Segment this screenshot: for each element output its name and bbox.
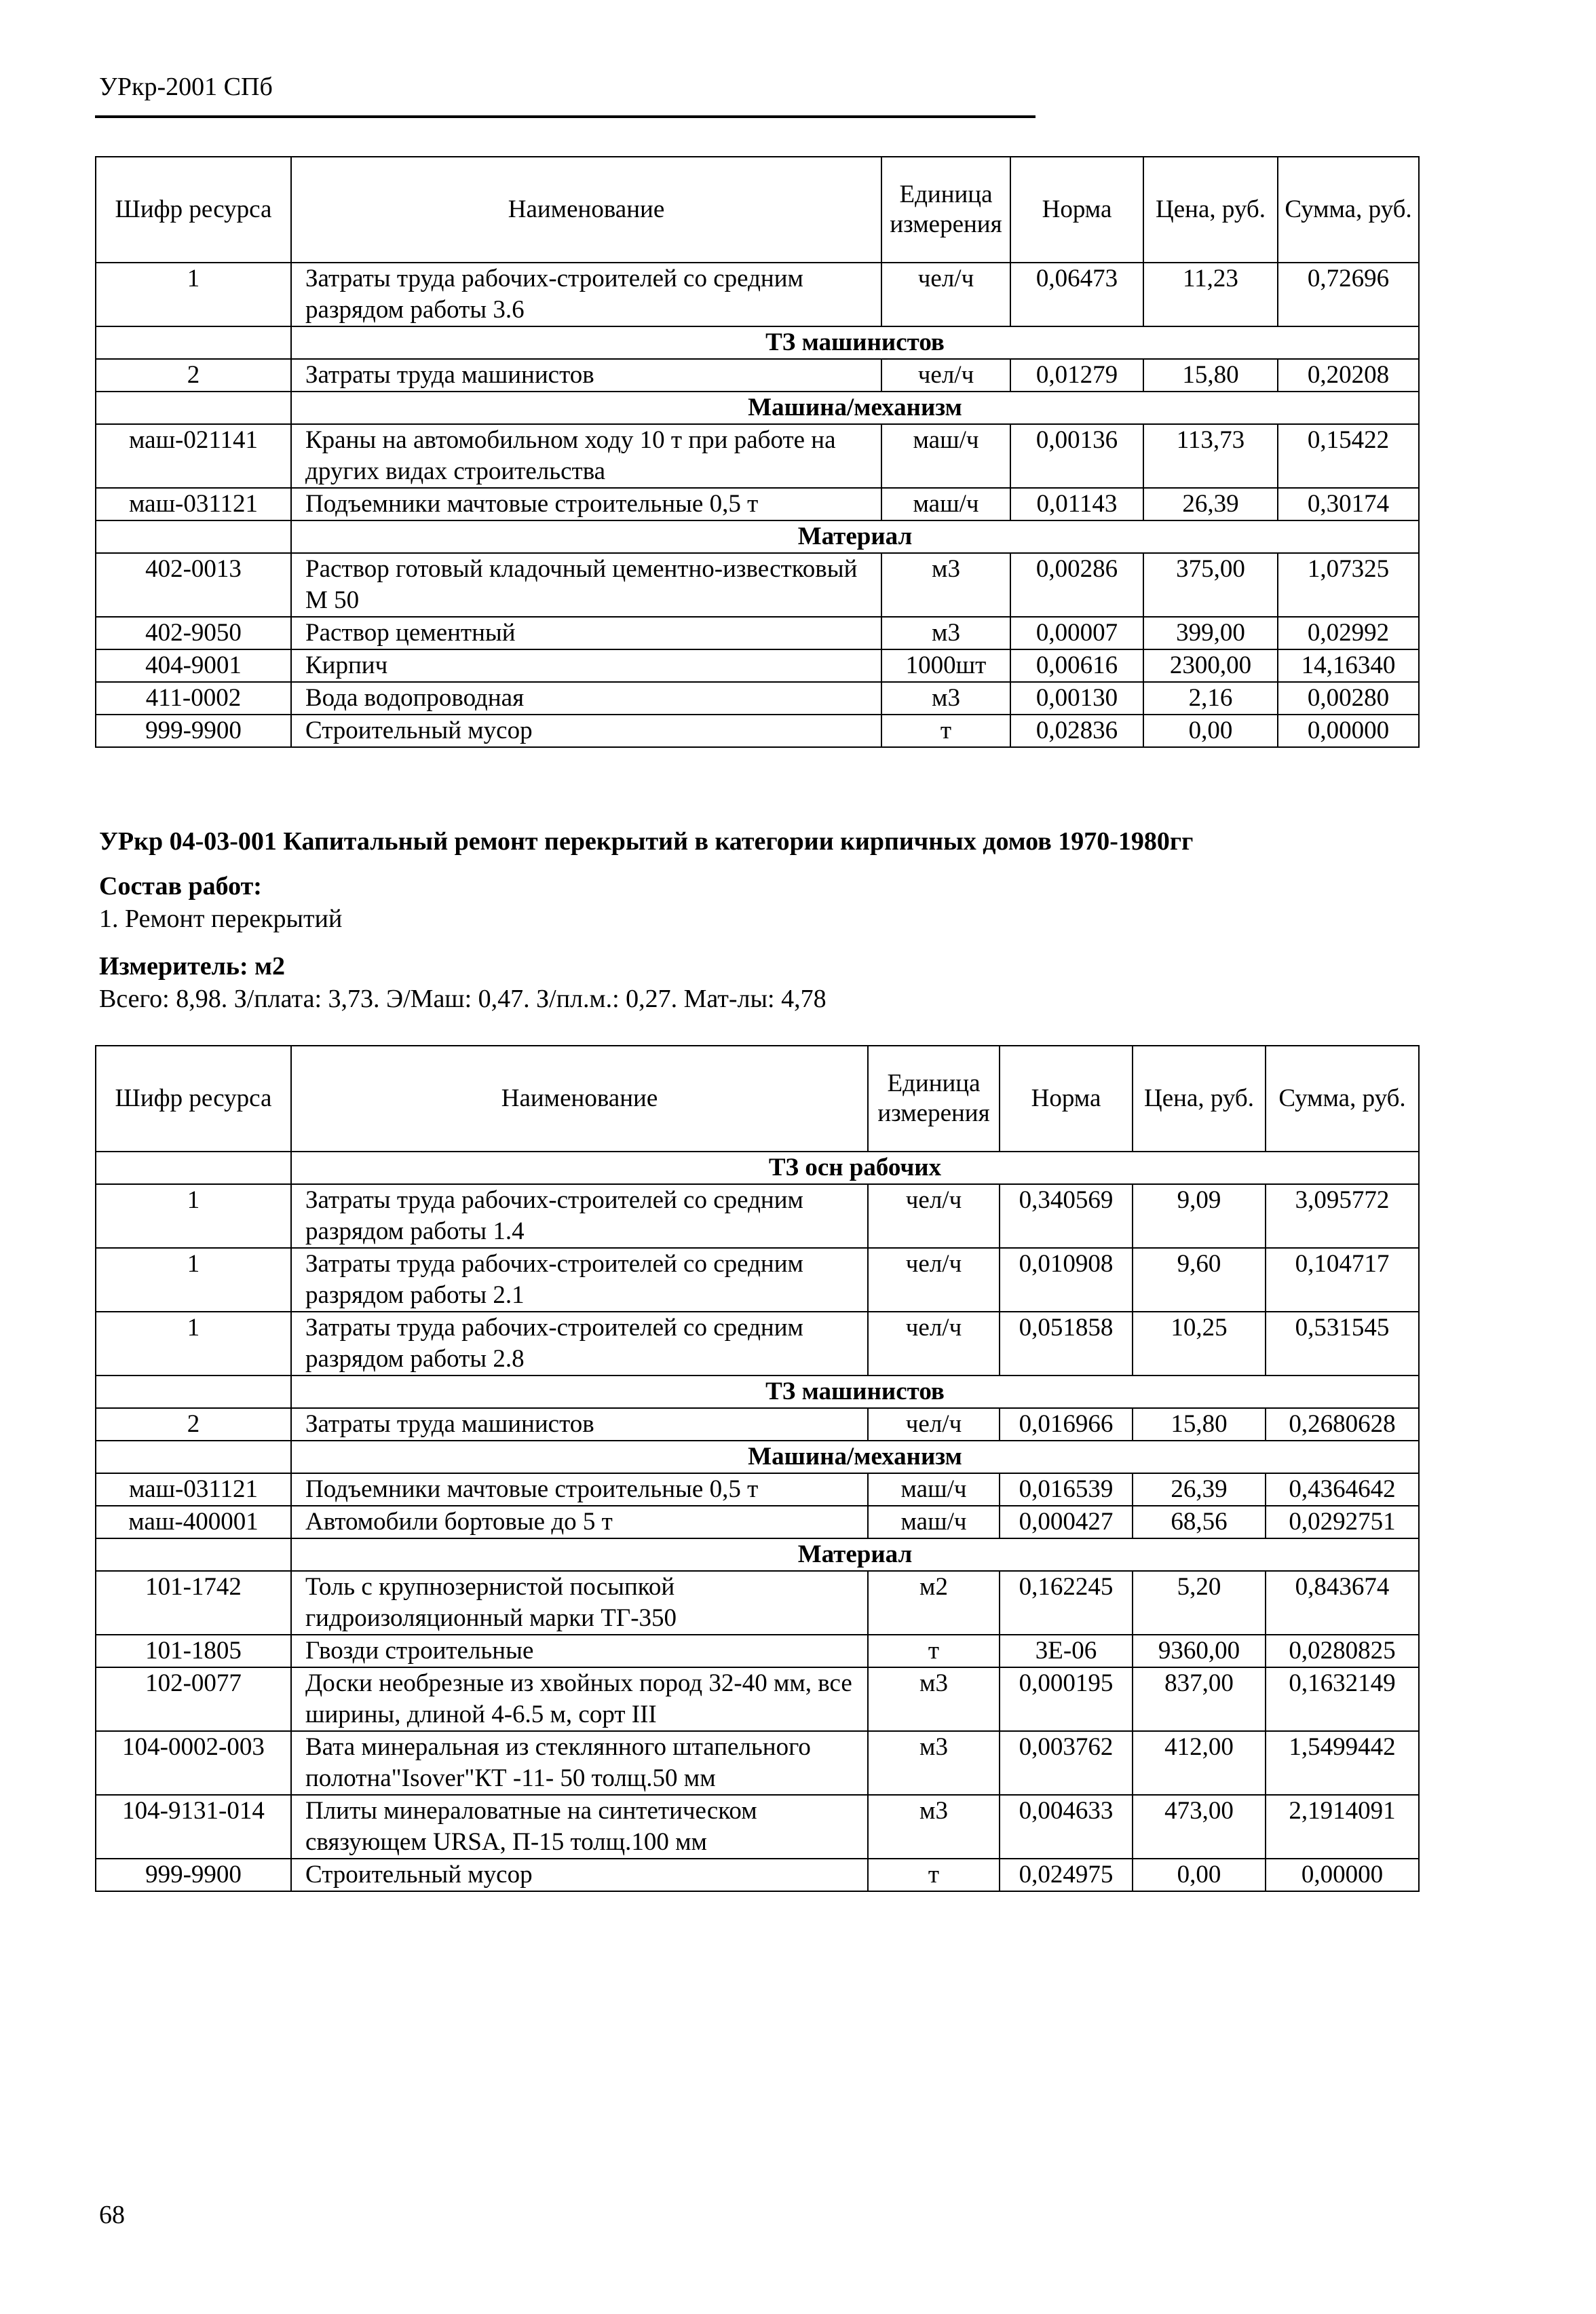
section-row [96,1376,1419,1408]
resource-sum: 14,16340 [1278,649,1419,682]
resource-code: 2 [96,359,291,392]
resource-sum: 0,02992 [1278,617,1419,649]
resource-norm: 0,02836 [1010,715,1143,747]
section-name: ТЗ машинистов [291,326,1419,359]
resource-price: 26,39 [1143,488,1278,520]
col-header-price: Цена, руб. [1133,1046,1266,1152]
table-row [96,1408,1419,1441]
resource-unit: маш/ч [881,424,1010,488]
section-row [96,520,1419,553]
resource-norm: 0,00616 [1010,649,1143,682]
table-row [96,553,1419,617]
resource-sum: 0,20208 [1278,359,1419,392]
resource-unit: м3 [868,1731,1000,1795]
resource-code: маш-031121 [96,488,291,520]
resource-name: Толь с крупнозернистой посыпкой гидроизоляционный марки ТГ-350 [291,1571,868,1635]
resource-unit: маш/ч [868,1506,1000,1538]
col-header-name: Наименование [291,157,881,263]
resource-name: Подъемники мачтовые строительные 0,5 т [291,1473,868,1506]
section-row [96,1441,1419,1473]
resource-norm: 0,00286 [1010,553,1143,617]
table-row [96,649,1419,682]
resource-code: 2 [96,1408,291,1441]
resource-code: 1 [96,263,291,326]
resource-norm: 0,004633 [1000,1795,1133,1859]
resource-name: Строительный мусор [291,1859,868,1891]
resource-sum: 0,00000 [1278,715,1419,747]
resource-unit: маш/ч [868,1473,1000,1506]
col-header-norm: Норма [1000,1046,1133,1152]
resource-price: 0,00 [1133,1859,1266,1891]
section-name: ТЗ осн рабочих [291,1152,1419,1184]
resource-norm: 0,051858 [1000,1312,1133,1376]
resource-code: 1 [96,1312,291,1376]
resource-norm: 0,00136 [1010,424,1143,488]
resource-price: 15,80 [1143,359,1278,392]
resource-code: 1 [96,1248,291,1312]
resource-unit: чел/ч [868,1408,1000,1441]
resource-unit: чел/ч [868,1312,1000,1376]
resource-name: Плиты минераловатные на синтетическом связующем URSA, П-15 толщ.100 мм [291,1795,868,1859]
resource-norm: 0,010908 [1000,1248,1133,1312]
resource-price: 68,56 [1133,1506,1266,1538]
resource-sum: 0,15422 [1278,424,1419,488]
page-number: 68 [99,2201,125,2229]
resource-sum: 0,0292751 [1266,1506,1419,1538]
page-header: УРкр-2001 СПб [99,73,273,101]
header-rule [95,115,1036,118]
resource-sum: 0,531545 [1266,1312,1419,1376]
section-name: Машина/механизм [291,392,1419,424]
resource-norm: 0,340569 [1000,1184,1133,1248]
col-header-unit: Единица измерения [868,1046,1000,1152]
resource-name: Строительный мусор [291,715,881,747]
resource-sum: 0,00000 [1266,1859,1419,1891]
table-row [96,1667,1419,1731]
col-header-sum: Сумма, руб. [1266,1046,1419,1152]
resource-unit: м3 [881,553,1010,617]
resource-name: Краны на автомобильном ходу 10 т при работе на других видах строительства [291,424,881,488]
resource-unit: чел/ч [881,263,1010,326]
resource-name: Вода водопроводная [291,682,881,715]
resource-name: Раствор готовый кладочный цементно-известковый М 50 [291,553,881,617]
resource-unit: м2 [868,1571,1000,1635]
resource-norm: 0,06473 [1010,263,1143,326]
resource-code: 402-0013 [96,553,291,617]
work-item: 1. Ремонт перекрытий [99,905,343,933]
resource-sum: 0,843674 [1266,1571,1419,1635]
resource-price: 9,09 [1133,1184,1266,1248]
resource-sum: 0,72696 [1278,263,1419,326]
resource-name: Подъемники мачтовые строительные 0,5 т [291,488,881,520]
resource-price: 10,25 [1133,1312,1266,1376]
resource-code: маш-021141 [96,424,291,488]
table-row [96,1184,1419,1248]
section-code-cell [96,392,291,424]
resource-name: Затраты труда рабочих-строителей со средним разрядом работы 3.6 [291,263,881,326]
resource-code: маш-031121 [96,1473,291,1506]
resource-sum: 2,1914091 [1266,1795,1419,1859]
resource-norm: 0,01143 [1010,488,1143,520]
resource-sum: 0,1632149 [1266,1667,1419,1731]
col-header-sum: Сумма, руб. [1278,157,1419,263]
section-code-cell [96,1376,291,1408]
col-header-name: Наименование [291,1046,868,1152]
col-header-code: Шифр ресурса [96,157,291,263]
resource-table-2 [95,1045,1420,1892]
resource-name: Гвозди строительные [291,1635,868,1667]
col-header-unit: Единица измерения [881,157,1010,263]
resource-code: 402-9050 [96,617,291,649]
resource-price: 11,23 [1143,263,1278,326]
resource-unit: т [868,1635,1000,1667]
resource-sum: 0,00280 [1278,682,1419,715]
resource-table-1 [95,156,1420,748]
section-name: Материал [291,520,1419,553]
resource-name: Доски необрезные из хвойных пород 32-40 мм, все ширины, длиной 4-6.5 м, сорт III [291,1667,868,1731]
resource-price: 2,16 [1143,682,1278,715]
table-row [96,359,1419,392]
table-row [96,488,1419,520]
resource-price: 2300,00 [1143,649,1278,682]
col-header-code: Шифр ресурса [96,1046,291,1152]
resource-unit: чел/ч [881,359,1010,392]
resource-code: 104-0002-003 [96,1731,291,1795]
resource-price: 9360,00 [1133,1635,1266,1667]
resource-name: Автомобили бортовые до 5 т [291,1506,868,1538]
table-row [96,424,1419,488]
resource-code: 101-1742 [96,1571,291,1635]
section-code-cell [96,326,291,359]
resource-unit: т [881,715,1010,747]
resource-name: Затраты труда рабочих-строителей со средним разрядом работы 2.8 [291,1312,868,1376]
section-row [96,326,1419,359]
resource-code: маш-400001 [96,1506,291,1538]
resource-price: 15,80 [1133,1408,1266,1441]
resource-price: 375,00 [1143,553,1278,617]
section-name: ТЗ машинистов [291,1376,1419,1408]
resource-price: 399,00 [1143,617,1278,649]
section-row [96,1152,1419,1184]
resource-name: Затраты труда машинистов [291,359,881,392]
resource-code: 1 [96,1184,291,1248]
resource-norm: 0,00007 [1010,617,1143,649]
resource-sum: 0,4364642 [1266,1473,1419,1506]
resource-sum: 1,5499442 [1266,1731,1419,1795]
resource-unit: чел/ч [868,1248,1000,1312]
section-row [96,1538,1419,1571]
resource-sum: 3,095772 [1266,1184,1419,1248]
resource-sum: 0,30174 [1278,488,1419,520]
resource-norm: 3E-06 [1000,1635,1133,1667]
resource-price: 412,00 [1133,1731,1266,1795]
resource-unit: м3 [881,617,1010,649]
resource-unit: м3 [868,1667,1000,1731]
resource-code: 999-9900 [96,1859,291,1891]
resource-code: 102-0077 [96,1667,291,1731]
resource-norm: 0,01279 [1010,359,1143,392]
section-code-cell [96,1441,291,1473]
resource-unit: маш/ч [881,488,1010,520]
section-code-cell [96,1538,291,1571]
section-name: Материал [291,1538,1419,1571]
table-row [96,715,1419,747]
resource-price: 837,00 [1133,1667,1266,1731]
table-row [96,1312,1419,1376]
table-row [96,263,1419,326]
resource-code: 999-9900 [96,715,291,747]
resource-sum: 0,104717 [1266,1248,1419,1312]
totals-line: Всего: 8,98. З/плата: 3,73. Э/Маш: 0,47. З/пл.м.: 0,27. Мат-лы: 4,78 [99,985,826,1013]
measure-label: Измеритель: м2 [99,952,286,981]
resource-norm: 0,024975 [1000,1859,1133,1891]
resource-norm: 0,016539 [1000,1473,1133,1506]
resource-unit: т [868,1859,1000,1891]
col-header-norm: Норма [1010,157,1143,263]
resource-norm: 0,000427 [1000,1506,1133,1538]
table-row [96,1571,1419,1635]
resource-name: Вата минеральная из стеклянного штапельного полотна"Isover"КТ -11- 50 толщ.50 мм [291,1731,868,1795]
section-title: УРкр 04-03-001 Капитальный ремонт перекрытий в категории кирпичных домов 1970-1980гг [99,827,1194,856]
resource-price: 5,20 [1133,1571,1266,1635]
resource-name: Затраты труда рабочих-строителей со средним разрядом работы 1.4 [291,1184,868,1248]
resource-price: 473,00 [1133,1795,1266,1859]
resource-norm: 0,000195 [1000,1667,1133,1731]
resource-name: Затраты труда машинистов [291,1408,868,1441]
resource-code: 411-0002 [96,682,291,715]
table-row [96,1248,1419,1312]
table-row [96,1795,1419,1859]
resource-name: Кирпич [291,649,881,682]
resource-unit: м3 [868,1795,1000,1859]
resource-price: 26,39 [1133,1473,1266,1506]
table-row [96,1859,1419,1891]
resource-price: 9,60 [1133,1248,1266,1312]
section-row [96,392,1419,424]
resource-unit: м3 [881,682,1010,715]
table-row [96,682,1419,715]
resource-unit: чел/ч [868,1184,1000,1248]
table-row [96,1731,1419,1795]
resource-unit: 1000шт [881,649,1010,682]
table-row [96,1635,1419,1667]
resource-name: Раствор цементный [291,617,881,649]
resource-sum: 1,07325 [1278,553,1419,617]
resource-price: 0,00 [1143,715,1278,747]
resource-norm: 0,016966 [1000,1408,1133,1441]
resource-code: 104-9131-014 [96,1795,291,1859]
table-row [96,1506,1419,1538]
resource-code: 101-1805 [96,1635,291,1667]
section-code-cell [96,1152,291,1184]
col-header-price: Цена, руб. [1143,157,1278,263]
resource-norm: 0,003762 [1000,1731,1133,1795]
resource-norm: 0,162245 [1000,1571,1133,1635]
section-name: Машина/механизм [291,1441,1419,1473]
table-row [96,1473,1419,1506]
resource-code: 404-9001 [96,649,291,682]
resource-name: Затраты труда рабочих-строителей со средним разрядом работы 2.1 [291,1248,868,1312]
section-code-cell [96,520,291,553]
resource-sum: 0,0280825 [1266,1635,1419,1667]
resource-sum: 0,2680628 [1266,1408,1419,1441]
work-composition-label: Состав работ: [99,872,262,900]
table-row [96,617,1419,649]
resource-norm: 0,00130 [1010,682,1143,715]
resource-price: 113,73 [1143,424,1278,488]
